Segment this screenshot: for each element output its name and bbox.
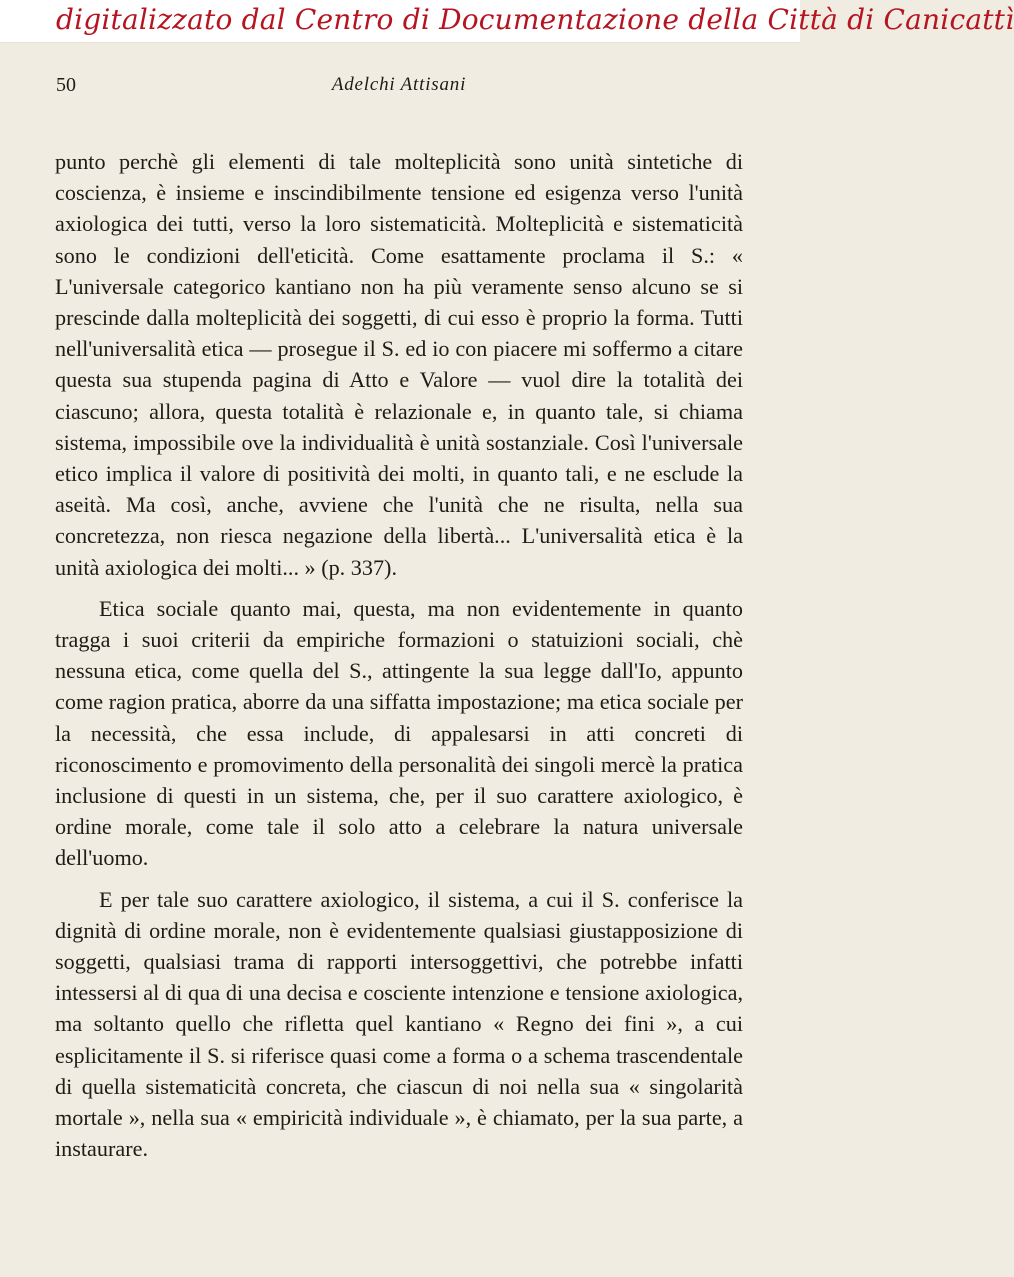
paragraph-1: punto perchè gli elementi di tale molteplicità sono unità sintetiche di coscienza, è insieme e inscindibilmente tensione ed esigenza verso l'unità axiologica dei tutti, verso la loro sistematicità. Molteplicità e sistematicità sono le condizioni dell'eticità. Come esattamente proclama il S.: « L'universale categorico kantiano non ha più veramente senso alcuno se si prescinde dalla molteplicità dei soggetti, di cui esso è proprio la forma. Tutti nell'universalità etica — prosegue il S. ed io con piacere mi soffermo a citare questa sua stupenda pagina di Atto e Valore — vuol dire la totalità dei ciascuno; allora, questa totalità è relazionale e, in quanto tale, si chiama sistema, impossibile ove la individualità è unità sostanziale. Così l'universale etico implica il valore di positività dei molti, in quanto tali, e ne esclude la aseità. Ma così, anche, avviene che l'unità che ne risulta, nella sua concretezza, non riesca negazione della libertà... L'universalità etica è la unità axiologica dei molti... » (p. 337). xyxy=(55,149,743,580)
watermark-banner xyxy=(0,0,1014,43)
page-number: 50 xyxy=(56,74,76,96)
paragraph-3: E per tale suo carattere axiologico, il sistema, a cui il S. conferisce la dignità di ordine morale, non è evidentemente qualsiasi giustapposizione di soggetti, qualsiasi trama di rapporti intersoggettivi, che potrebbe infatti intessersi al di qua di una decisa e cosciente intenzione e tensione axiologica, ma soltanto quello che rifletta quel kantiano « Regno dei fini », a cui esplicitamente il S. si riferisce quasi come a forma o a schema trascendentale di quella sistematicità concreta, che ciascun di noi nella sua « singolarità mortale », nella sua « empiricità individuale », è chiamato, per la sua parte, a instaurare. xyxy=(55,886,743,1162)
watermark-text: digitalizzato dal Centro di Documentazione della Città di Canicattì xyxy=(56,3,1014,36)
running-head: Adelchi Attisani xyxy=(331,74,467,95)
body-text xyxy=(55,146,743,1165)
page-header xyxy=(56,74,742,98)
paragraph-2: Etica sociale quanto mai, questa, ma non evidentemente in quanto tragga i suoi criterii da empiriche formazioni o statuizioni sociali, chè nessuna etica, come quella del S., attingente la sua legge dall'Io, appunto come ragion pratica, aborre da una siffatta impostazione; ma etica sociale per la necessità, che essa include, di appalesarsi in atti concreti di riconoscimento e promovimento della personalità dei singoli mercè la pratica inclusione di questi in un sistema, che, per il suo carattere axiologico, è ordine morale, come tale il solo atto a celebrare la natura universale dell'uomo. xyxy=(55,595,743,871)
